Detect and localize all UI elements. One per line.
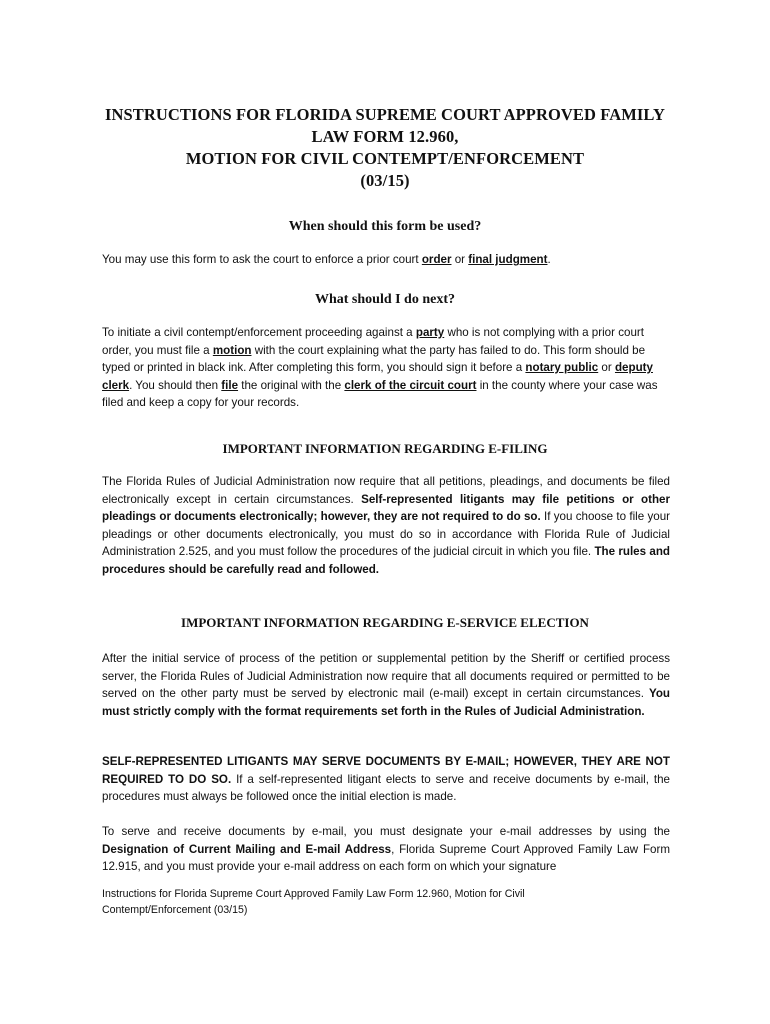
next-heading: What should I do next? [314,292,456,307]
term-deputy-clerk: deputy clerk [102,361,653,392]
next-paragraph: To initiate a civil contempt/enforcement proceeding against a party who is not complying with a prior court order, you must file a motion with the court explaining what the party has failed to do. This form should be typed or printed in black ink. After completing this form, you should sign it before a notary public or deputy clerk. You should then file the original with the clerk of the circuit court in the county where your case was filed and keep a copy for your records. [102,326,658,410]
eservice-paragraph-2: SELF-REPRESENTED LITIGANTS MAY SERVE DOCUMENTS BY E-MAIL; HOWEVER, THEY ARE NOT REQUIRED TO DO SO. If a self-represented litigant elects to serve and receive documents by e-mail, the procedures must always be followed once the initial election is made. [102,755,670,804]
term-order: order [421,253,452,266]
title-line-1: INSTRUCTIONS FOR FLORIDA SUPREME COURT APPROVED FAMILY [104,105,666,124]
when-heading: When should this form be used? [288,219,482,234]
term-motion: motion [212,343,252,357]
term-final-judgment: final judgment [468,253,548,266]
eservice-heading: IMPORTANT INFORMATION REGARDING E-SERVICE ELECTION [181,615,589,630]
eservice-paragraph-3: To serve and receive documents by e-mail, you must designate your e-mail addresses by using the Designation of Current Mailing and E-mail Address, Florida Supreme Court Approved Family Law Form 12.915, and you must provide your e-mail address on each form on which your signature [102,825,670,874]
page-footer [102,886,670,918]
footer-line-1: Instructions for Florida Supreme Court Approved Family Law Form 12.960, Motion for Civil [102,888,525,900]
efiling-paragraph: The Florida Rules of Judicial Administration now require that all petitions, pleadings, and documents be filed electronically except in certain circumstances. Self-represented litigants may file petitions or other pleadings or documents electronically; however, they are not required to do so. If you choose to file your pleadings or other documents electronically, you must do so in accordance with Florida Rule of Judicial Administration 2.525, and you must follow the procedures of the judicial circuit in which you file. The rules and procedures should be carefully read and followed. [102,475,670,576]
term-notary-public: notary public [525,361,599,375]
eservice-paragraph-1: After the initial service of process of the petition or supplemental petition by the Sheriff or certified process server, the Florida Rules of Judicial Administration now require that all documents required or permitted to be served on the other party must be served by electronic mail (e-mail) except in certain circumstances. You must strictly comply with the format requirements set forth in the Rules of Judicial Administration. [102,652,670,718]
efiling-heading: IMPORTANT INFORMATION REGARDING E-FILING [222,441,548,456]
term-file: file [221,378,239,392]
when-paragraph: You may use this form to ask the court to enforce a prior court order or final judgment. [102,253,551,266]
title-line-4: (03/15) [360,171,410,190]
term-party: party [415,326,445,339]
term-clerk-of-circuit-court: clerk of the circuit court [344,378,477,392]
footer-line-2: Contempt/Enforcement (03/15) [102,904,248,916]
title-line-2: LAW FORM 12.960, [311,127,459,146]
title-line-3: MOTION FOR CIVIL CONTEMPT/ENFORCEMENT [185,149,585,168]
page-title [100,104,670,192]
